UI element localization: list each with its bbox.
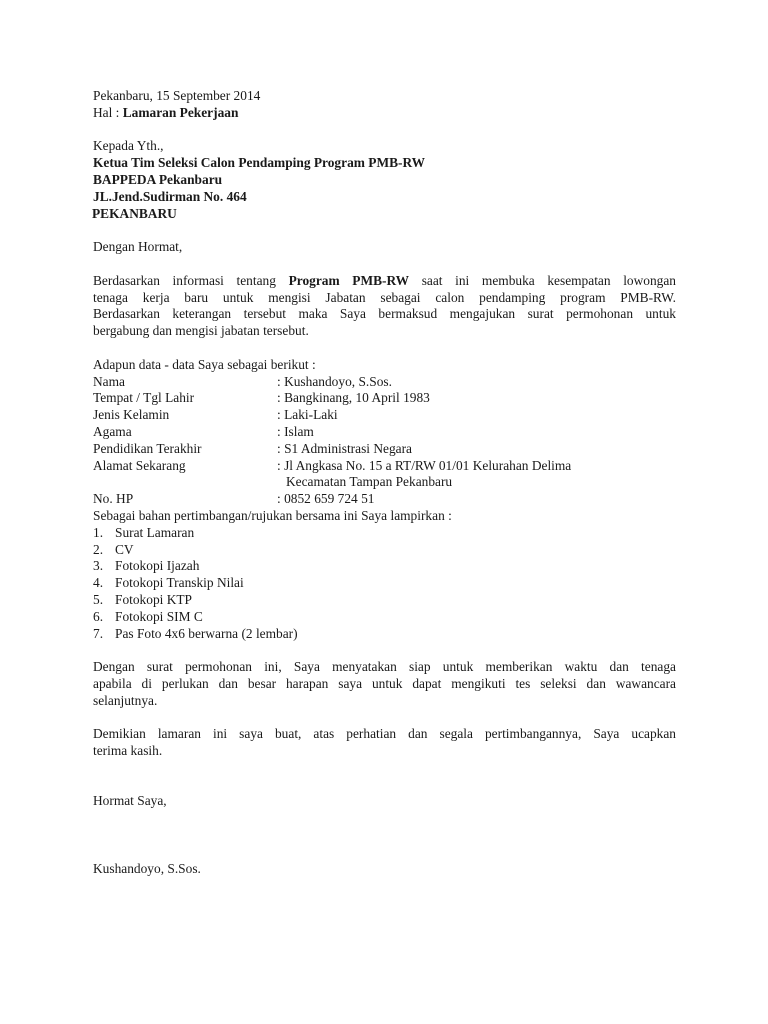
closing2-line-2: terima kasih.	[93, 743, 163, 759]
closing1-line-2: apabila di perlukan dan besar harapan saya untuk dapat mengikuti tes seleksi dan wawancara	[93, 675, 676, 691]
data-value: : Laki-Laki	[277, 407, 338, 423]
salutation: Dengan Hormat,	[93, 239, 183, 255]
list-number: 1.	[93, 524, 104, 540]
data-row-religion	[93, 424, 676, 441]
list-text: Surat Lamaran	[115, 524, 195, 540]
intro-program: Program PMB-RW	[288, 272, 410, 288]
list-number: 3.	[93, 558, 104, 574]
intro-line-1-rest: saat ini membuka kesempatan lowongan	[409, 272, 677, 288]
data-value: : 0852 659 724 51	[277, 491, 375, 507]
list-text: Fotokopi Ijazah	[115, 558, 200, 574]
intro-line-2: tenaga kerja baru untuk mengisi Jabatan sebagai calon pendamping program PMB-RW.	[93, 289, 676, 305]
signature-name: Kushandoyo, S.Sos.	[93, 860, 201, 876]
data-key: Agama	[93, 423, 132, 439]
intro-line-4: bergabung dan mengisi jabatan tersebut.	[93, 323, 309, 339]
intro-line-1	[93, 273, 676, 290]
data-address-continuation: Kecamatan Tampan Pekanbaru	[286, 474, 453, 490]
recipient-address: JL.Jend.Sudirman No. 464	[93, 188, 247, 204]
data-key: Pendidikan Terakhir	[93, 440, 202, 456]
letter-page	[93, 88, 676, 877]
personal-data-table	[93, 374, 676, 508]
list-item	[93, 609, 676, 626]
list-number: 7.	[93, 625, 104, 641]
list-text: Fotokopi SIM C	[115, 608, 203, 624]
attachments-list	[93, 525, 676, 643]
data-row-name	[93, 374, 676, 391]
data-row-birth	[93, 390, 676, 407]
list-number: 6.	[93, 608, 104, 624]
subject-value: Lamaran Pekerjaan	[122, 104, 239, 120]
place-date: Pekanbaru, 15 September 2014	[93, 88, 261, 103]
data-row-gender	[93, 407, 676, 424]
data-key: Nama	[93, 373, 125, 389]
list-item	[93, 525, 676, 542]
list-item	[93, 558, 676, 575]
data-key: Alamat Sekarang	[93, 457, 186, 473]
data-key: Jenis Kelamin	[93, 407, 170, 423]
recipient-org: BAPPEDA Pekanbaru	[93, 171, 223, 187]
data-value: : Islam	[277, 423, 314, 439]
data-row-phone	[93, 491, 676, 508]
data-row-education	[93, 441, 676, 458]
list-item	[93, 626, 676, 643]
data-value: : Jl Angkasa No. 15 a RT/RW 01/01 Kelurahan Delima	[277, 457, 572, 473]
list-text: Pas Foto 4x6 berwarna (2 lembar)	[115, 625, 298, 641]
data-key: No. HP	[93, 491, 134, 507]
list-number: 2.	[93, 541, 104, 557]
subject-label: Hal :	[93, 104, 123, 120]
list-text: Fotokopi Transkip Nilai	[115, 575, 244, 591]
recipient-title: Ketua Tim Seleksi Calon Pendamping Program PMB-RW	[93, 155, 426, 171]
closing1-line-1: Dengan surat permohonan ini, Saya menyatakan siap untuk memberikan waktu dan tenaga	[93, 659, 676, 675]
list-number: 5.	[93, 591, 104, 607]
list-item	[93, 542, 676, 559]
recipient-city: PEKANBARU	[92, 205, 177, 221]
intro-line-3: Berdasarkan keterangan tersebut maka Saya bermaksud mengajukan surat permohonan untuk	[93, 306, 676, 322]
data-value: : Kushandoyo, S.Sos.	[277, 373, 392, 389]
list-number: 4.	[93, 575, 104, 591]
closing-paragraph-1	[93, 659, 676, 709]
closing1-line-3: selanjutnya.	[93, 692, 158, 708]
list-text: Fotokopi KTP	[115, 591, 193, 607]
intro-paragraph	[93, 273, 676, 340]
attachments-heading: Sebagai bahan pertimbangan/rujukan bersama ini Saya lampirkan :	[93, 507, 452, 523]
closing2-line-1: Demikian lamaran ini saya buat, atas perhatian dan segala pertimbangannya, Saya ucapkan	[93, 726, 676, 742]
recipient-greeting: Kepada Yth.,	[93, 138, 164, 154]
list-item	[93, 592, 676, 609]
closing-paragraph-2	[93, 726, 676, 760]
list-item	[93, 575, 676, 592]
data-heading: Adapun data - data Saya sebagai berikut :	[93, 356, 316, 372]
data-key: Tempat / Tgl Lahir	[93, 390, 195, 406]
data-value: : S1 Administrasi Negara	[277, 440, 413, 456]
intro-before: Berdasarkan informasi tentang	[93, 272, 289, 288]
list-text: CV	[115, 541, 134, 557]
data-value: : Bangkinang, 10 April 1983	[277, 390, 430, 406]
signoff: Hormat Saya,	[93, 793, 167, 809]
subject-line	[93, 105, 676, 122]
data-row-address	[93, 458, 676, 475]
